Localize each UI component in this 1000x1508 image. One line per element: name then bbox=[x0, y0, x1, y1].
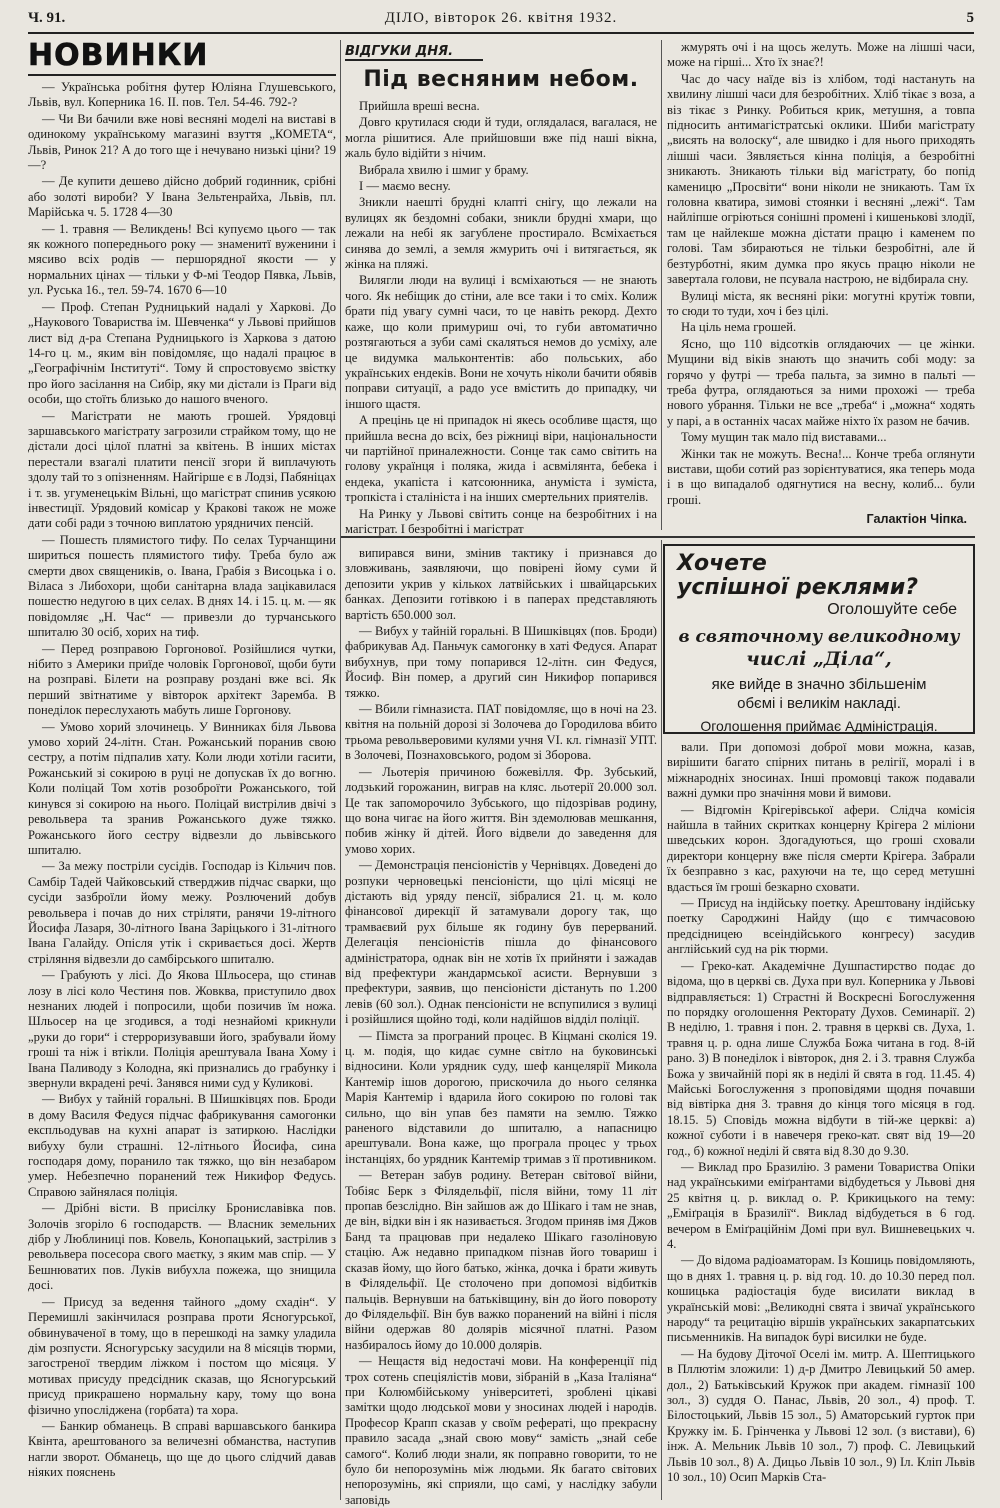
article-paragraph: — До відома радіоаматорам. Із Кошиць повідомляють, що в днях 1. травня ц. р. від год. 10. до 10.30 перед пол. кошицька радіостація буде висилати виклад в українській мові: „Великодні свята і звичаї українського народу“ та рецитацію віршів українських закарпатських письменників. На випадок бурі висилки не буде. bbox=[667, 1253, 976, 1345]
article-paragraph: — Нещастя від недостачі мови. На конференції під трох сотень спеціялістів мови, зібраній в „Каза Італіяна“ при Колюмбійському університеті, зроблені цікаві замітки щодо людської мови у зносинах людей і народів. Професор Крапп сказав у своїм рефераті, що прекрасну правило засада „знай свою мову“ замість „знай себе самого“. Колиб люди знали, як поправно говорити, то не було би непорозумінь між людьми. Як багато світових непорозумінь, які сприяли, що самі, у наслідку забули заповідь bbox=[345, 1354, 657, 1507]
feuilleton-body bbox=[345, 99, 657, 537]
article-paragraph: — Вбили гімназиста. ПАТ повідомляє, що в ночі на 23. квітня на польній дорозі зі Золочева до Городилова вбито трьома револьверовими кулями учня VI. кл. гімназії УПТ. в Золочеві, Познаховського, родом зі Зборова. bbox=[345, 702, 657, 763]
feuilleton-headline: Під весняним небом. bbox=[363, 67, 639, 92]
article-paragraph: — Де купити дешево дійсно добрий годинник, срібні або золоті вироби? У Івана Зельтенрайха, Львів, пл. Марійська ч. 5. 1728 4—30 bbox=[28, 174, 336, 220]
masthead-title: ДІЛО, вівторок 26. квітня 1932. bbox=[384, 10, 618, 26]
column-rule bbox=[340, 40, 341, 1500]
ad-line-2: в святочному великодному bbox=[678, 627, 960, 647]
article-paragraph: — На будову Діточої Оселі ім. митр. А. Шептицького в Пллютім зложили: 1) д-р Дмитро Левицький 50 амер. дол., 2) Батьківський Кружок при академ. гімназії 100 зол., 3) суддя О. Панас, Львів, 20 зол., 4) проф. Т. Білостоцький, Львів 15 зол., 5) Аматорський гурток при Кружку ім. Б. Грінченка у Львові 12 зол. (з вистави), 6) інж. А. Мельник Львів 10 зол., 7) проф. С. Левицький Львів 10 зол., 8) А. Дицьо Львів 10 зол., 9) Іл. Кліп Львів 10 зол., 10) Осип Марків Ста- bbox=[667, 1346, 975, 1485]
article-paragraph: — Ветеран забув родину. Ветеран світової війни, Тобіяс Берк з Філядельфії, після війни, тому 11 літ пропав безслідно. Він зайшов аж до Шікаго і там не знав, де він, відки він і як називається. Згодом приняв імя Джов Банд та працював при недалеко Шікаго газоліновую стацію. Аж недавно припадком пізнав його товариш і сказав йому, що його батько, жінка, дочка і брати живуть в Філядельфії. Це столочено при допомозі відбитків пальців. Вернувши на батьківщину, він до його повороту до Філядельфії. Він був важко поранений на війні і після війни одержав 80 долярів місячної платні. Разом назбиралось йому до 10.000 долярів. bbox=[345, 1168, 657, 1352]
article-paragraph: Тому мущин так мало під виставами... bbox=[681, 430, 887, 445]
article-paragraph: — Присуд за ведення тайного „дому схадін“. У Перемишлі закінчилася розправа проти Ясногурської, обвинуваченої в тому, що в перешкоді на замку уладила дім розпусти. Ясногурську засудили на 8 місяців тюрми, загостреної твердим ліжком і постом що місяця. У мотивах присуду предсідник сказав, що Ясногурський присуд прикрашено нормальну кару, тому що вона фізично упосліджена (горбата) та хора. bbox=[28, 1294, 336, 1417]
feuilleton-continuation bbox=[667, 40, 975, 526]
author-signature: Галактіон Чіпка. bbox=[866, 512, 967, 527]
novynky-body bbox=[28, 80, 336, 1481]
article-paragraph: вали. При допомозі доброї мови можна, казав, вирішити багато спірних питань в релігії, моралі і в міжнародніх зносинах. Інші промовці також подавали важні думки про значіння мови й вимови. bbox=[667, 740, 975, 801]
page-number-right: 5 bbox=[966, 10, 974, 26]
article-paragraph: — Дрібні вісти. В присілку Брониславівка пов. Золочів згоріло 6 господарств. — Власник земельних дібр у Люблиниці пов. Ковель, Конопацький, застрілив з револьвера посесора свого маєтку, з яким мав спір. — У Бешнюватих пов. Луків вибухла пожежа, що знищила досі. bbox=[28, 1201, 336, 1293]
article-paragraph: — Греко-кат. Академічне Душпастирство подає до відома, що в церкві св. Духа при вул. Коперника у Львові відправляється: 1) Страстні й Воскресні Богослуження по порядку оголошення Ректорату Духов. Семинарії. 2) В неділю, 1. травня і пон. 2. травня в церкві св. Духа, 1. травня ц. р. одна лише Служба Божа читана в год. 8-ій рано. 3) В понеділок і вівторок, дня 2. і 3. травня Служба Божа у звичайній порі як в неділі й свята в год. 11.45. 4) Майські Богослуження з проповідями щодня почавши від вівтірка дня 3. травня до кінця того місяця в год. 18.15. 5) Сповідь можна відбути в тій-же церкві: а) кожної суботи і в навечеря греко-кат. свят від 19—20 год., б) кожної неділі й свята від 8.30 до 9.30. bbox=[667, 958, 975, 1158]
article-paragraph: — Демонстрація пенсіоністів у Чернівцях. Доведені до розпуки черновецькі пенсіоністи, що цілі місяці не дістають від уряду пенсії, зібралися 21. ц. м. коло фінансової дирекції й затамували дорогу так, що трамваєвий рух більше як годину був перерваний. Делегація пенсіоністів пішла до фінансового адміністратора, однак він не хотів їх прийняти і зажадав від префектури жандармської асисти. Вернувши з префектури, заявив, що пенсіоністи дістануть по 1.200 левів (60 зол.). Однак пенсіоністи не вспупилися з вулиці і розійшлися щойно тоді, коли надійшов відділ поліції. bbox=[345, 858, 657, 1027]
ad-line-6: Оголошення приймає Адміністрація. bbox=[700, 718, 938, 734]
article-paragraph: — Проф. Степан Рудницький надалі у Харкові. До „Наукового Товариства ім. Шевченка“ у Львові прийшов лист від д-ра Степана Рудницького із Харкова з датою 14-го ц. м., яким він повідомляє, що надалі працює в „Географічнім Інституті“. Тому й спростовуємо звістку про його засілання на Сибір, яку ми дістали із Праги від особи, що стоїть близько до нашого вченого. bbox=[28, 299, 336, 407]
article-paragraph: Час до часу наїде віз із хлібом, тоді настануть на хвилину лішші часи для безробітних. Хліб тікає з воза, а віз тікає з Ринку. Робиться крик, метушня, а товпа підносить антимагістратські оклики. Шиби магістрату „висять на волоску“, але швидко і для нього приходять лішші часи. Зявляється кінна поліція, а безробітні зникають. Зникають тільки від магістрату, бо попід каменицю „Просвіти“ вони ніколи не зникають. Там їх головна кватира, зимові стоянки і весняні „лежі“. Там найліпше огріються сонішні промені і кишенькові злодії, там це найлекше можна дістати працю і каменем по голові. Там збираються не тільки безробітні, але й безтурботні, яким думка про якусь працю ніколи не завертала голови, не псувала настрою, не відбирала сну. bbox=[667, 71, 975, 287]
rubric-vidguky: ВІДГУКИ ДНЯ. bbox=[345, 44, 483, 61]
article-paragraph: На Ринку у Львові світить сонце на безробітних і на магістрат. І безробітні і магістрат bbox=[345, 506, 657, 536]
article-paragraph: І — маємо весну. bbox=[359, 179, 451, 194]
advertisement-box bbox=[663, 544, 975, 734]
news-column-middle bbox=[345, 546, 657, 1507]
article-paragraph: — Українська робітня футер Юліяна Глушевського, Львів, вул. Коперника 16. II. пов. Тел. 54-46. 792-? bbox=[28, 80, 336, 110]
article-paragraph: — Вибух у тайній горальні. В Шишківцях (пов. Броди) фабрикував Ад. Паньчук самогонку в хаті Федуся. Апарат вибухнув, при тому попарився 12-літн. син Федуся, Йосиф. Він помер, а другий син Никифор попарився тяжко. bbox=[345, 624, 657, 700]
article-paragraph: Ясно, що 110 відсотків оглядаючих — це жінки. Мущини від віків знають що значить собі моду: за горячо у футрі — треба пальта, за зимно в пальті — треба футра, оглядаються за ними прохожі — треба нового убрання. Тільки не все „треба“ і „можна“ ходять у парі, а в останніх часах майже ніхто їх разом не бачив. bbox=[667, 336, 975, 428]
news-right-body bbox=[667, 740, 975, 1486]
article-paragraph: жмурять очі і на щось желуть. Може на лішші часи, може на гірші... Хто їх знає?! bbox=[667, 40, 975, 70]
article-paragraph: — Льотерія причиною божевілля. Фр. Зубський, лодзький горожанин, виграв на кляс. льотерії 20.000 зол. Це так запоморочило Зубського, що підозрівав родину, що вона чигає на його життя. Він здемолював мешкання, побив жінку й дітей. Його відвели до заведення для умово хорих. bbox=[345, 764, 657, 856]
article-paragraph: — Перед розправою Горгонової. Розійшлися чутки, нібито з Америки приїде чоловік Горгонової, щоби бути на розправі. Білети на розправу роздані вже всі. Як перший звітнатиме у вівторок архітект Заремба. В понеділок переслухають мабуть лише Горгонову. bbox=[28, 641, 336, 718]
article-paragraph: — За межу постріли сусідів. Господар із Кільчич пов. Самбір Тадей Чайковський стверджив підчас сварки, що сусіди зазброїли йому межу. Розлючений добув револьвера і почав до них стріляти, ранячи 19-літного Йосифа Лазаря, 30-літного Івана Заріцького і 31-літного Івана Галайду. Опісля утік і скривається досі. Жертв стріляння відвезли до самбірського шпиталю. bbox=[28, 859, 336, 966]
news-middle-body bbox=[345, 546, 657, 1508]
article-paragraph: — Умово хорий злочинець. У Винниках біля Львова умово хорий 24-літн. Стан. Рожанський поранив свою сестру, а потім підпалив хату. Коли люди хотіли гасити, Рожанський зі сокирою в руці не допускав їх до вогню. Коли поліцай Том хотів розоброїти Рожанського, той кинувся зі сокирою на нього. Поліцай вистрілив двічі з револьвера та зранив Рожанського дуже тяжко. Рожанського його сестру відвезли до львівського шпиталю. bbox=[28, 719, 336, 857]
article-paragraph: — Грабують у лісі. До Якова Шльосера, що стинав лозу в лісі коло Честиня пов. Жовква, приступило двох незнаних людей і попросили, щоби позичив їм ножа. Шльосер на це згодився, а тоді незнайомі крикнули „руки до гори“ і стерроризувавши його, зрабували йому гроші та ніж і втікли. Поліція арештувала Івана Хому і Івана Паливоду з Колодна, які признались до грабунку і звернули вкрадені речі. Занявся ними суд у Куликові. bbox=[28, 968, 336, 1090]
ad-line-4: яке вийде в значно збільшенім bbox=[711, 676, 927, 693]
article-paragraph: — Присуд на індійську поетку. Арештовану індійську поетку Сароджині Найду (що є тимчасовою предсідницею всеіндійського конгресу) засудив англійський суд на рік тюрми. bbox=[667, 896, 975, 957]
article-paragraph: — Відгомін Крігерівської афери. Слідча комісія найшла в тайних скритках концерну Крігера 2 міліони шведських корон. Здогадуються, що гроші сховали директори концерну вже після смерти Крігера. Забрали їх безправно з кас, рахуючи на те, що серед метушні вдасться їм гроші безкарно сховати. bbox=[667, 802, 975, 894]
article-paragraph: — Магістрати не мають грошей. Урядовці заршавського магістрату загрозили страйком тому, що не дістали досі цілої платні за квітень. В інших містах перестали взагалі платити пенсії згори й виплачують здолу тай то з опізненням. Найгірше є в Лодзі, Пабяніцах і т. зв. угуменецькім Вільні, що магістрат спинив усякою інвестиції. Урядовий комісар у Кракові також не може дати собі ради з точною виплатою урядничих пенсій. bbox=[28, 408, 336, 531]
section-title-novynky: НОВИНКИ bbox=[28, 40, 336, 76]
article-paragraph: — Банкир обманець. В справі варшавського банкира Квінта, арештованого за величезні обманства, наступив нагли зворот. Обманець, що ще до цього слідчий давав ніяких пояснень bbox=[28, 1418, 336, 1480]
article-paragraph: — Виклад про Бразилію. З рамени Товариства Опіки над українськими еміґрантами відбудеться у Львові дня 25 квітня ц. р. виклад о. Р. Крикицького на тему: „Еміґрація в Бразилії“. Виклад відбудеться в 6 год. вечером в Еміґраційнім Домі при вул. Вишневецьких ч. 4. bbox=[667, 1159, 975, 1251]
article-paragraph: — Пімста за програний процес. В Кіцмані сколіся 19. ц. м. подія, що кидає сумне світло на буковинські відносини. Коли урядник суду, шеф канцелярії Микола Кантемір ішов дорогою, прискочила до нього селянка Марія Кантемір і вдарила його сокирою по голові так сильно, що він упав без памяти на землю. Тяжко раненого відставили до шпиталю, а напасницю арештували. Вона каже, що програла процес у трьох інстанціях, бо урядник Кантемір тримав з її противником. bbox=[345, 1028, 657, 1166]
article-paragraph: — Вибух у тайній горальні. В Шишківцях пов. Броди в дому Василя Федуся підчас фабрикування самогонки експльодував на кухні апарат із затиркою. Наслідки вибуху були страшні. 12-літнього Йосифа, сина господаря дому, поранило так тяжко, що він незабаром умер. Небезпечно поранений теж Никифор Федусь. Справою зайнялася поліція. bbox=[28, 1092, 336, 1199]
novynky-column bbox=[28, 40, 336, 1500]
column-rule bbox=[661, 540, 662, 1500]
news-column-right bbox=[667, 740, 975, 1500]
article-paragraph: Прийшла вреші весна. bbox=[359, 99, 480, 113]
ad-heading-line-1: Хочете bbox=[677, 551, 767, 576]
masthead bbox=[28, 8, 974, 34]
page-number-left: Ч. 91. bbox=[28, 10, 66, 26]
feuilleton-continuation-body bbox=[667, 40, 975, 508]
article-paragraph: — 1. травня — Великдень! Всі купуємо цього — так як кожного попереднього року — знаменитї вуженини і мясиво всіх родів — першорядної якости — у нормальних цінах — тільки у Ф-мі Теодор Пявка, Львів, ул. Руська 16., тел. 59-74. 1670 6—10 bbox=[28, 221, 336, 298]
ad-heading-line-2: успішної реклями? bbox=[677, 575, 919, 600]
article-paragraph: Жінки так не можуть. Весна!... Конче треба оглянути вистави, щоби сотий раз зорієнтуватися, яка теперь мода і в що випадалоб одягнутися на весну, колиб... були гроші. bbox=[667, 446, 975, 507]
feuilleton-column bbox=[345, 40, 657, 536]
article-paragraph: випирався вини, змінив тактику і признався до зловживань, заявляючи, що повірені йому суми й депозити укрив у кількох латвійських і швайцарських банках. Депозити готівкою і в паперах представляють вартість 650.000 зол. bbox=[345, 546, 657, 622]
article-paragraph: Вилягли люди на вулиці і всміхаються — не знають чого. Як небіщик до стіни, але все таки і то сміх. Колиж брати під увагу сумні часи, то це навіть рекорд. Дехто каже, що коли примуриш очі, то губи автоматично розтягаються а зуби самі скаляться немов до усміху, але це видумка мальконтентів: або польських, або українських ендеків. Вони не хочуть ніколи бачити обявів поправи ситуації, а радо усе вмістить до припадку, чи іншого щастя. bbox=[345, 273, 657, 411]
ad-line-5: обємі і великім накладі. bbox=[737, 695, 901, 712]
article-paragraph: Зникли наешті брудні клапті снігу, що лежали на вулицях як бездомні собаки, зникли брудні хмари, що лежали на небі як загублене простирало. Всміхається синява до землі, а земля жмурить очі і витягається, як жінка на пляжі. bbox=[345, 195, 657, 272]
column-rule bbox=[661, 40, 662, 530]
ad-heading bbox=[671, 552, 967, 600]
ad-line-3: числі „Діла“, bbox=[746, 648, 892, 670]
article-paragraph: Вулиці міста, як весняні ріки: могутні крутіж товпи, то сюди то туди, хоч і без цілі. bbox=[667, 288, 975, 318]
article-paragraph: Вибрала хвилю і шмиг у браму. bbox=[359, 162, 529, 177]
article-paragraph: Довго крутилася сюди й туди, оглядалася, вагалася, не могла рішитися. Але прийшовши вже під наші вікна, жаль було відійти з нічим. bbox=[345, 115, 657, 161]
article-paragraph: — Пошесть плямистого тифу. По селах Турчанщини шириться пошесть плямистого тифу. Треба було аж смерти двох священиків, о. Івана, Грабія з Висоцька і о. Віласа з Либохори, щоби санітарна влада зацікавилася пошестю недугою в цих селах. В днях 14. і 15. ц. м. — як повідомляє „Н. Час“ — привезли до турчанського шпиталю 30 осіб, хорих на тиф. bbox=[28, 532, 336, 640]
article-paragraph: А прецінь це ні припадок ні якесь особливе щастя, що прийшла весна до всіх, без ріжниці віри, національности чи партійної приналежности. Сонце так само світить на голову українця і поляка, жида і асвмілянта, бебека і ендека, укапіста і катсоюнника, ануміста і зуміста, тропкіста і сталініста і на інших смертельних приятелів. bbox=[345, 413, 657, 505]
article-paragraph: На ціль нема грошей. bbox=[681, 320, 797, 335]
ad-line-1: Оголошуйте себе bbox=[827, 601, 957, 618]
article-paragraph: — Чи Ви бачили вже нові весняні моделі на виставі в одинокому українському магазині взуття „КОМЕТА“, Львів, Ринок 21? А до того ще і нечувано низькі ціни? 19—? bbox=[28, 111, 336, 173]
